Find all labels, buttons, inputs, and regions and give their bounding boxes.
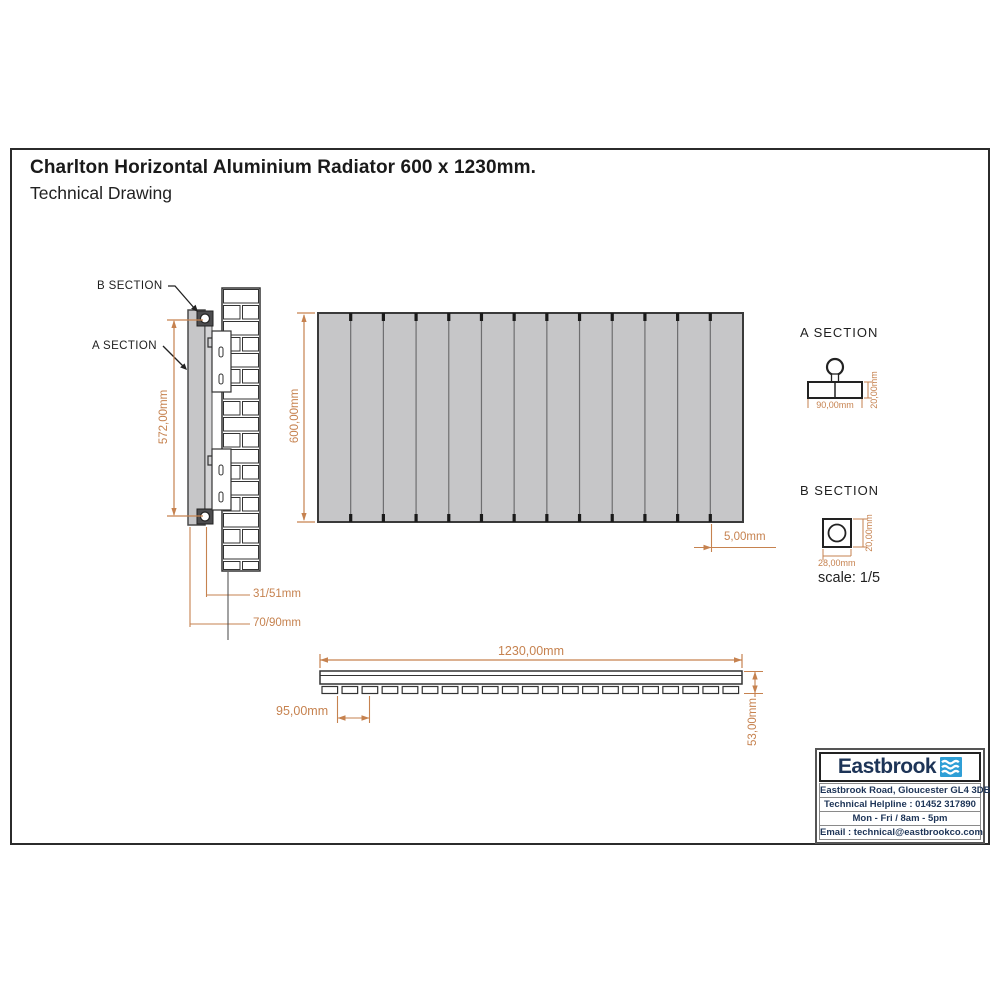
footer-hours: Mon - Fri / 8am - 5pm bbox=[819, 812, 981, 826]
dim-31-51-label: 31/51mm bbox=[253, 588, 301, 600]
dim-53-label: 53,00mm bbox=[747, 698, 759, 746]
dim-1230-label: 1230,00mm bbox=[497, 644, 564, 658]
page-title: Charlton Horizontal Aluminium Radiator 600 x 1230mm. bbox=[30, 157, 536, 178]
dim-5-label: 5,00mm bbox=[724, 531, 766, 543]
dim-20-b-label: 20,00mm bbox=[864, 514, 874, 552]
eastbrook-waves-icon bbox=[940, 757, 962, 777]
a-section-detail-title: A SECTION bbox=[800, 325, 879, 340]
footer-address: Eastbrook Road, Gloucester GL4 3DB bbox=[820, 785, 991, 796]
page-subtitle: Technical Drawing bbox=[30, 183, 173, 203]
b-section-callout-label: B SECTION bbox=[97, 280, 163, 292]
footer-helpline: Technical Helpline : 01452 317890 bbox=[819, 798, 981, 812]
footer-email: Email : technical@eastbrookco.com bbox=[820, 827, 983, 838]
dim-95-label: 95,00mm bbox=[276, 704, 329, 718]
dim-20-a-label: 20,00mm bbox=[869, 371, 879, 409]
dim-572-label: 572,00mm bbox=[158, 389, 170, 445]
dim-600-label: 600,00mm bbox=[289, 388, 301, 444]
eastbrook-logo-text: Eastbrook bbox=[837, 755, 937, 778]
eastbrook-logo bbox=[819, 752, 981, 782]
dim-90-label: 90,00mm bbox=[816, 400, 854, 410]
scale-label: scale: 1/5 bbox=[818, 570, 881, 586]
b-section-detail-title: B SECTION bbox=[800, 483, 880, 498]
dim-28-label: 28,00mm bbox=[818, 558, 856, 568]
footer-company-box bbox=[815, 748, 991, 844]
a-section-callout-label: A SECTION bbox=[92, 340, 157, 352]
dim-70-90-label: 70/90mm bbox=[253, 617, 301, 629]
